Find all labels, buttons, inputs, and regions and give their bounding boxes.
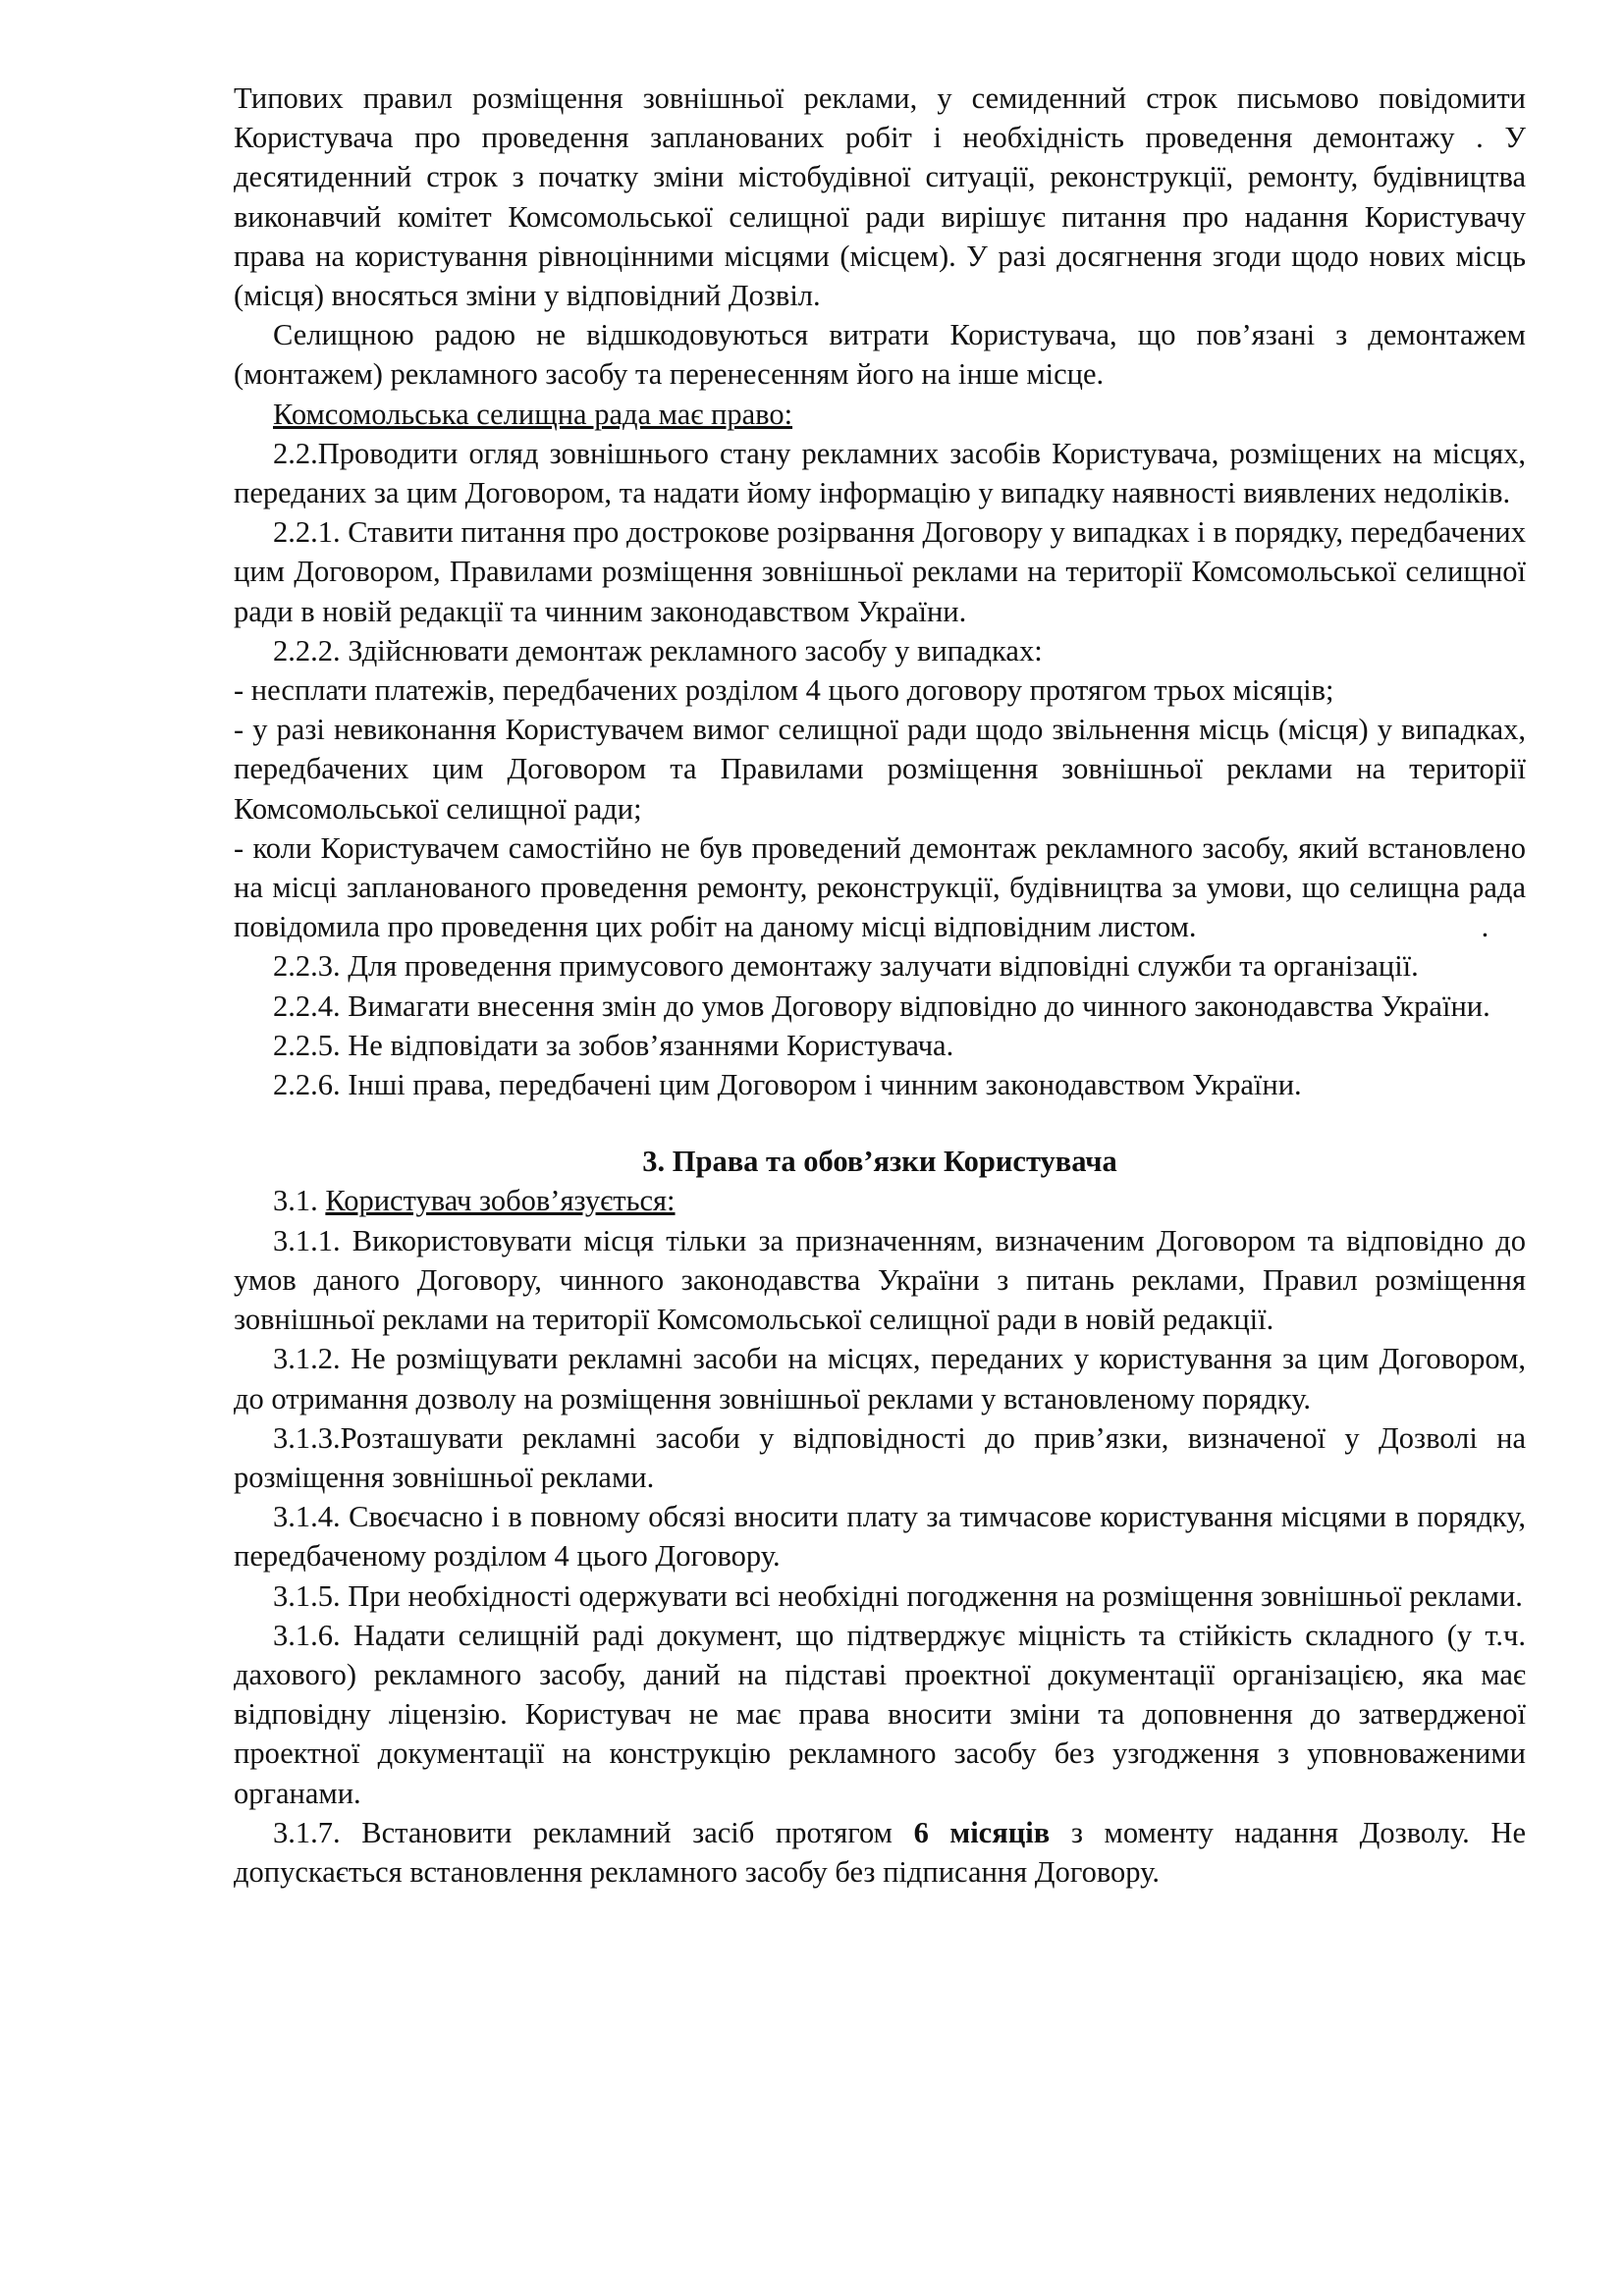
list-item-noncompliance: - у разі невиконання Користувачем вимог селищної ради щодо звільнення місць (місця) у випадках, передбачених цим Договором та Правилами розміщення зовнішньої реклами на території Комсомольської селищної ради; [234, 713, 1526, 826]
section-3-heading: 3. Права та обов’язки Користувача [642, 1145, 1117, 1179]
clause-2-2-2: 2.2.2. Здійснювати демонтаж рекламного засобу у випадках: [273, 633, 1043, 667]
paragraph-no-compensation: Селищною радою не відшкодовуються витрати Користувача, що пов’язані з демонтажем (монтажем) рекламного засобу та перенесенням його на інше місце. [234, 318, 1526, 392]
clause-3-1-2: 3.1.2. Не розміщувати рекламні засоби на місцях, переданих у користування за цим Договором, до отримання дозволу на розміщення зовнішньої реклами у встановленому порядку. [234, 1342, 1526, 1415]
clause-3-1-1: 3.1.1. Використовувати місця тільки за призначенням, визначеним Договором та відповідно до умов даного Договору, чинного законодавства України з питань реклами, Правил розміщення зовнішньої реклами на території Комсомольської селищної ради в новій редакції. [234, 1223, 1526, 1337]
clause-3-1-6: 3.1.6. Надати селищній раді документ, що підтверджує міцність та стійкість складного (у т.ч. дахового) рекламного засобу, даний на підставі проектної документації організацією, яка має відповідну ліцензію. Користувач не має права вносити зміни та доповнення до затвердженої проектної документації на конструкцію рекламного засобу без узгодження з уповноваженими органами. [234, 1618, 1526, 1810]
council-rights-label: Комсомольська селищна рада має право: [273, 397, 793, 431]
clause-3-1-7-start: 3.1.7. Встановити рекламний засіб протягом [273, 1815, 914, 1849]
clause-3-1-7-end: з моменту надання Дозволу. Не допускається встановлення рекламного засобу без підписання Договору. [234, 1815, 1526, 1889]
clause-3-1-3: 3.1.3.Розташувати рекламні засоби у відповідності до прив’язки, визначеної у Дозволі на розміщення зовнішньої реклами. [234, 1420, 1526, 1494]
paragraph-typical-rules: Типових правил розміщення зовнішньої реклами, у семиденний строк письмово повідомити Користувача про проведення запланованих робіт і необхідність проведення демонтажу . У десятиденний строк з початку зміни містобудівної ситуації, реконструкції, ремонту, будівництва виконавчий комітет Комсомольської селищної ради вирішує питання про надання Користувачу права на користування рівноцінними місцями (місцем). У разі досягнення згоди щодо нових місць (місця) вносяться зміни у відповідний Дозвіл. [234, 81, 1526, 313]
clause-2-2-5: 2.2.5. Не відповідати за зобов’язаннями Користувача. [273, 1028, 954, 1062]
clause-3-1-7 [234, 1813, 1526, 1892]
clause-3-1 [234, 1181, 1526, 1220]
stray-dot: . [1481, 910, 1489, 944]
list-item-nonpayment: - несплати платежів, передбачених розділом 4 цього договору протягом трьох місяців; [234, 673, 1334, 708]
paragraph-council-rights-title [234, 395, 1526, 434]
list-item-no-dismantling-text: - коли Користувачем самостійно не був проведений демонтаж рекламного засобу, який встановлено на місці запланованого проведення ремонту, реконструкції, будівництва за умови, що селищна рада повідомила про проведення цих робіт на даному місці відповідним листом. [234, 830, 1526, 944]
clause-3-1-4: 3.1.4. Своєчасно і в повному обсязі вносити плату за тимчасове користування місцями в порядку, передбаченому розділом 4 цього Договору. [234, 1500, 1526, 1574]
clause-2-2: 2.2.Проводити огляд зовнішнього стану рекламних засобів Користувача, розміщених на місцях, переданих за цим Договором, та надати йому інформацію у випадку наявності виявлених недоліків. [234, 436, 1526, 510]
list-item-no-dismantling [234, 828, 1526, 947]
term-six-months: 6 місяців [913, 1815, 1051, 1849]
user-obligations-label: Користувач зобов’язується: [325, 1184, 676, 1218]
document-page [234, 79, 1526, 1892]
clause-2-2-6: 2.2.6. Інші права, передбачені цим Договором і чинним законодавством України. [273, 1068, 1302, 1102]
clause-2-2-3: 2.2.3. Для проведення примусового демонтажу залучати відповідні служби та організації. [273, 949, 1419, 984]
clause-3-1-number: 3.1. [273, 1184, 318, 1218]
clause-3-1-5: 3.1.5. При необхідності одержувати всі необхідні погодження на розміщення зовнішньої реклами. [273, 1578, 1523, 1613]
clause-2-2-4: 2.2.4. Вимагати внесення змін до умов Договору відповідно до чинного законодавства України. [273, 988, 1490, 1023]
clause-2-2-1: 2.2.1. Ставити питання про дострокове розірвання Договору у випадках і в порядку, передбачених цим Договором, Правилами розміщення зовнішньої реклами на території Комсомольської селищної ради в новій редакції та чинним законодавством України. [234, 515, 1526, 628]
